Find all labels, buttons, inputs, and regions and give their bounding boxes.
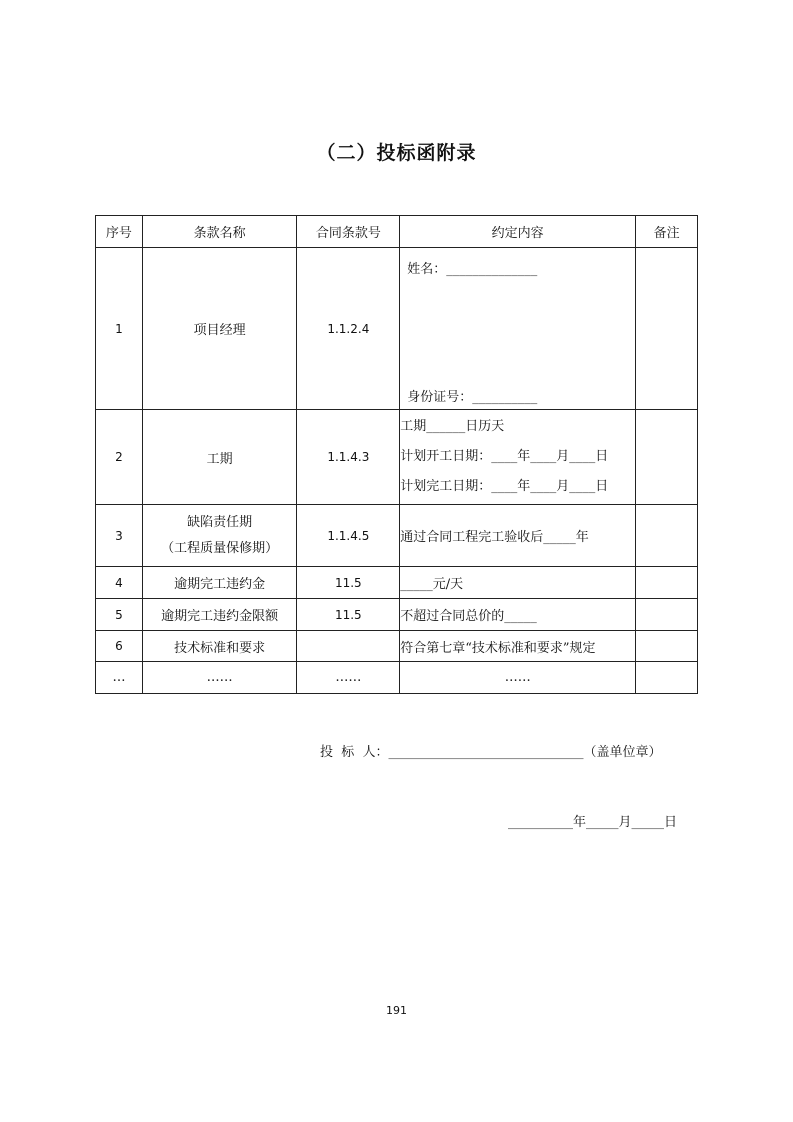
bid-appendix-table bbox=[95, 215, 698, 694]
row-remark bbox=[636, 505, 698, 567]
row-remark bbox=[636, 599, 698, 631]
row-content: _____元/天 bbox=[400, 567, 636, 599]
header-name: 条款名称 bbox=[142, 216, 297, 248]
row-no: 5 bbox=[96, 599, 143, 631]
month-blank: _____ bbox=[586, 815, 619, 830]
table-row bbox=[96, 410, 698, 505]
row-clause: 11.5 bbox=[297, 599, 400, 631]
date-line bbox=[508, 811, 677, 830]
row-remark bbox=[636, 631, 698, 662]
row-no: … bbox=[96, 662, 143, 694]
row-no: 3 bbox=[96, 505, 143, 567]
table-row bbox=[96, 662, 698, 694]
header-content: 约定内容 bbox=[400, 216, 636, 248]
row-name: …… bbox=[142, 662, 297, 694]
year-blank: __________ bbox=[508, 815, 573, 830]
finish-date-line: 计划完工日期：____年____月____日 bbox=[400, 479, 609, 494]
row-name bbox=[142, 505, 297, 567]
row-clause: 1.1.4.5 bbox=[297, 505, 400, 567]
duration-line: 工期______日历天 bbox=[400, 419, 505, 434]
table-row bbox=[96, 248, 698, 410]
header-clause: 合同条款号 bbox=[297, 216, 400, 248]
month-label: 月 bbox=[618, 815, 632, 830]
page-title: （二）投标函附录 bbox=[316, 142, 477, 164]
row-clause: 1.1.4.3 bbox=[297, 410, 400, 505]
start-date-line: 计划开工日期：____年____月____日 bbox=[400, 449, 609, 464]
day-label: 日 bbox=[664, 815, 678, 830]
row-name: 技术标准和要求 bbox=[142, 631, 297, 662]
row-name: 逾期完工违约金限额 bbox=[142, 599, 297, 631]
row-remark bbox=[636, 567, 698, 599]
row-no: 6 bbox=[96, 631, 143, 662]
header-no: 序号 bbox=[96, 216, 143, 248]
row-clause: 1.1.2.4 bbox=[297, 248, 400, 410]
bidder-signature-line bbox=[320, 741, 662, 760]
row-clause: …… bbox=[297, 662, 400, 694]
row-remark bbox=[636, 248, 698, 410]
row-no: 4 bbox=[96, 567, 143, 599]
table-row bbox=[96, 567, 698, 599]
row-clause: 11.5 bbox=[297, 567, 400, 599]
row-remark bbox=[636, 410, 698, 505]
seal-note: （盖单位章） bbox=[583, 745, 662, 760]
table-row bbox=[96, 505, 698, 567]
row-content: 符合第七章“技术标准和要求”规定 bbox=[400, 631, 636, 662]
table-header-row bbox=[96, 216, 698, 248]
row-name: 逾期完工违约金 bbox=[142, 567, 297, 599]
row-no: 2 bbox=[96, 410, 143, 505]
row-content: 通过合同工程完工验收后_____年 bbox=[400, 505, 636, 567]
table-row bbox=[96, 599, 698, 631]
row-content bbox=[400, 410, 636, 505]
row-content bbox=[400, 248, 636, 410]
year-label: 年 bbox=[573, 815, 587, 830]
bidder-label: 投 标 人： bbox=[320, 745, 389, 760]
bidder-blank: ______________________________ bbox=[388, 745, 584, 760]
day-blank: _____ bbox=[631, 815, 665, 830]
table-row bbox=[96, 631, 698, 662]
row-no: 1 bbox=[96, 248, 143, 410]
row-content: 不超过合同总价的_____ bbox=[400, 599, 636, 631]
row-name: 项目经理 bbox=[142, 248, 297, 410]
row-remark bbox=[636, 662, 698, 694]
header-remark: 备注 bbox=[636, 216, 698, 248]
row-name: 工期 bbox=[142, 410, 297, 505]
manager-name-field: 姓名：______________ bbox=[407, 262, 538, 277]
row-name-line: 缺陷责任期 bbox=[187, 514, 253, 530]
page-number: 191 bbox=[386, 1004, 407, 1017]
manager-id-field: 身份证号：__________ bbox=[407, 390, 538, 405]
row-name-line: （工程质量保修期） bbox=[161, 540, 279, 556]
row-clause bbox=[297, 631, 400, 662]
row-content: …… bbox=[400, 662, 636, 694]
